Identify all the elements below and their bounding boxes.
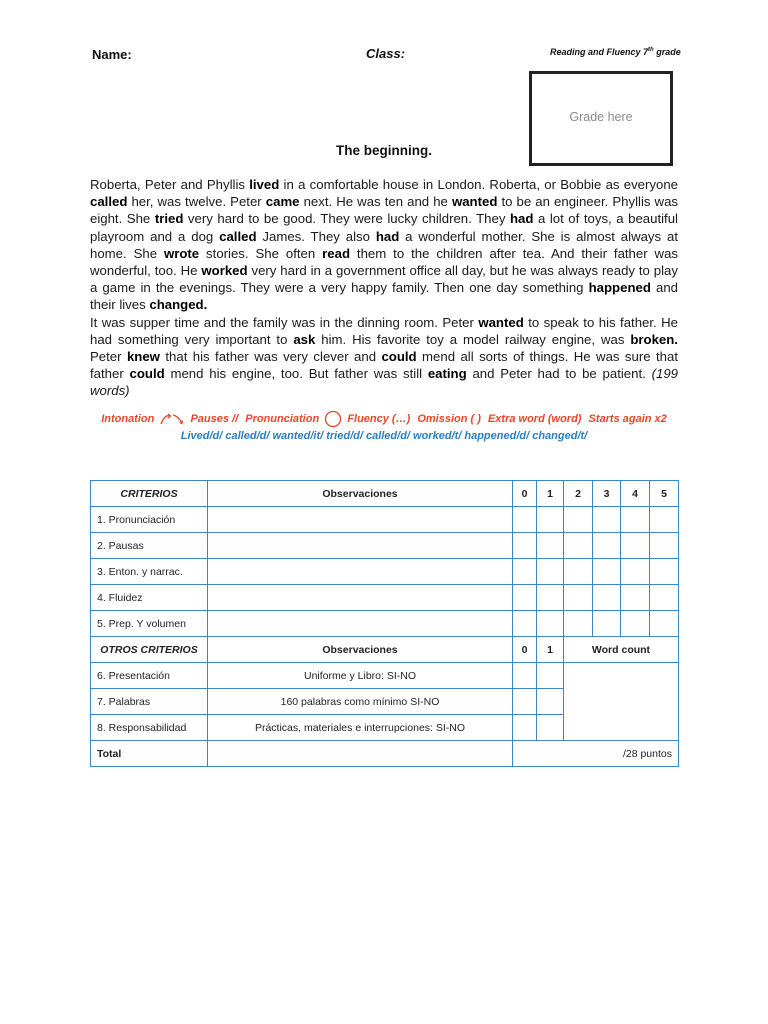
bold-verb: called: [90, 194, 128, 210]
score-cell[interactable]: [537, 663, 564, 689]
passage-text: next. He was ten and he: [299, 194, 452, 210]
reading-passage: [90, 176, 678, 400]
score-cell[interactable]: [537, 533, 564, 559]
passage-text: and Peter had to be patient.: [466, 366, 652, 382]
score-cell[interactable]: [537, 559, 564, 585]
criterion-label: 2. Pausas: [91, 533, 208, 559]
score-cell[interactable]: [621, 533, 650, 559]
passage-text: to speak to his father. He had something very important to: [90, 314, 678, 347]
score-cell[interactable]: [593, 507, 621, 533]
score-cell[interactable]: [513, 689, 537, 715]
criteria-row: [91, 533, 679, 559]
course-label: [550, 47, 681, 57]
marking-legend: [0, 410, 768, 428]
bold-verb: could: [381, 349, 417, 365]
bold-verb: wanted: [451, 194, 498, 210]
criteria-row: [91, 507, 679, 533]
score-cell[interactable]: [513, 663, 537, 689]
bold-verb: could: [129, 366, 165, 382]
bold-verb: broken.: [630, 331, 678, 347]
score-cell[interactable]: [537, 611, 564, 637]
criterion-label: 8. Responsabilidad: [91, 715, 208, 741]
score-cell[interactable]: [650, 611, 679, 637]
criterion-label: 3. Enton. y narrac.: [91, 559, 208, 585]
passage-text: him. His favorite toy a model railway engine, was: [315, 331, 631, 347]
rubric-table: [90, 480, 679, 767]
criterion-label: 7. Palabras: [91, 689, 208, 715]
criterion-label: 5. Prep. Y volumen: [91, 611, 208, 637]
score-cell[interactable]: [621, 585, 650, 611]
score-cell[interactable]: [564, 507, 593, 533]
legend-extra-word: Extra word (word): [487, 412, 582, 425]
grade-placeholder: Grade here: [569, 110, 633, 124]
observation-text: 160 palabras como mínimo SI-NO: [208, 689, 513, 715]
bold-verb: ask: [293, 331, 316, 347]
bold-verb: knew: [126, 349, 160, 365]
score-cell[interactable]: [513, 585, 537, 611]
passage-title: The beginning.: [336, 143, 432, 158]
name-label: Name:: [92, 47, 132, 62]
passage-text: James. They also: [256, 228, 376, 244]
passage-text: mend all sorts of things. He was sure that father: [90, 349, 679, 382]
course-sup: th: [648, 47, 654, 53]
score-cell[interactable]: [621, 611, 650, 637]
observation-cell[interactable]: [208, 533, 513, 559]
word-count-note: (199 words): [90, 366, 678, 399]
score-header: 1: [537, 637, 564, 663]
rubric-header-row: [91, 481, 679, 507]
course-text: Reading and Fluency 7: [550, 47, 649, 57]
legend-intonation: Intonation: [101, 412, 155, 425]
past-tense-endings: Lived/d/ called/d/ wanted/it/ tried/d/ called/d/ worked/t/ happened/d/ changed/t/: [180, 430, 588, 442]
observation-cell[interactable]: [208, 611, 513, 637]
criterion-label: 1. Pronunciación: [91, 507, 208, 533]
score-cell[interactable]: [513, 715, 537, 741]
score-cell[interactable]: [537, 715, 564, 741]
intonation-arrows-icon: [159, 412, 185, 426]
bold-verb: had: [375, 228, 400, 244]
legend-starts-again: Starts again x2: [588, 412, 667, 425]
passage-text: that his father was very clever and: [159, 349, 382, 365]
course-suffix: grade: [653, 47, 681, 57]
total-row: [91, 741, 679, 767]
observation-cell[interactable]: [208, 559, 513, 585]
pronunciation-circle-icon: [324, 410, 342, 428]
observation-text: Uniforme y Libro: SI-NO: [208, 663, 513, 689]
legend-fluency: Fluency (…): [347, 412, 411, 425]
legend-omission: Omission ( ): [417, 412, 481, 425]
bold-verb: eating: [427, 366, 467, 382]
class-label: Class:: [366, 46, 406, 61]
observaciones-header: Observaciones: [208, 481, 513, 507]
passage-text: mend his engine, too. But father was still: [164, 366, 428, 382]
passage-text: very hard in a government office all day, but he was always ready to play a game in the evenings. They were a very happy family. Then one day something: [90, 263, 678, 296]
observation-cell[interactable]: [208, 507, 513, 533]
passage-text: to be an engineer. Phyllis was eight. She: [90, 194, 678, 227]
score-header: 2: [564, 481, 593, 507]
score-cell[interactable]: [593, 585, 621, 611]
passage-text: stories. She often: [199, 245, 323, 261]
passage-text: them to the children after tea. And their father was wonderful, too. He: [90, 245, 678, 279]
score-cell[interactable]: [537, 689, 564, 715]
score-cell[interactable]: [537, 585, 564, 611]
score-cell[interactable]: [593, 533, 621, 559]
word-count-cell[interactable]: [564, 663, 679, 741]
passage-text: very hard to be good. They were lucky children. They: [183, 211, 510, 227]
score-header: 5: [650, 481, 679, 507]
criterion-label: 4. Fluidez: [91, 585, 208, 611]
score-cell[interactable]: [513, 611, 537, 637]
criteria-row: [91, 611, 679, 637]
score-cell[interactable]: [564, 559, 593, 585]
score-cell[interactable]: [513, 559, 537, 585]
passage-text: Roberta, Peter and Phyllis: [90, 177, 250, 192]
score-cell[interactable]: [593, 559, 621, 585]
bold-verb: happened: [588, 280, 651, 296]
score-cell[interactable]: [621, 507, 650, 533]
bold-verb: had: [509, 211, 534, 227]
observaciones-header: Observaciones: [208, 637, 513, 663]
bold-verb: worked: [201, 263, 248, 279]
rubric-header-row-2: [91, 637, 679, 663]
otros-criterios-header: OTROS CRITERIOS: [91, 637, 208, 663]
score-cell[interactable]: [650, 533, 679, 559]
criteria-row: [91, 585, 679, 611]
score-header: 3: [593, 481, 621, 507]
score-cell[interactable]: [564, 611, 593, 637]
bold-verb: wanted: [478, 314, 524, 330]
score-cell[interactable]: [513, 507, 537, 533]
score-header: 0: [513, 637, 537, 663]
score-cell[interactable]: [564, 533, 593, 559]
bold-verb: wrote: [163, 245, 200, 261]
observation-text: Prácticas, materiales e interrupciones: SI-NO: [208, 715, 513, 741]
score-header: 1: [537, 481, 564, 507]
total-points: /28 puntos: [513, 741, 679, 767]
score-cell[interactable]: [621, 559, 650, 585]
bold-verb: came: [265, 194, 300, 210]
score-cell[interactable]: [593, 611, 621, 637]
score-cell[interactable]: [650, 507, 679, 533]
passage-text: a lot of toys, a beautiful playroom and a dog: [90, 211, 678, 244]
score-cell[interactable]: [537, 507, 564, 533]
total-blank-cell[interactable]: [208, 741, 513, 767]
passage-text: her, was twelve. Peter: [127, 194, 266, 210]
score-header: 0: [513, 481, 537, 507]
passage-text: It was supper time and the family was in the dinning room. Peter: [90, 314, 479, 330]
criterion-label: 6. Presentación: [91, 663, 208, 689]
score-cell[interactable]: [650, 559, 679, 585]
observation-cell[interactable]: [208, 585, 513, 611]
bold-verb: read: [322, 245, 350, 261]
passage-text: and their lives: [90, 280, 678, 313]
other-criteria-row: [91, 663, 679, 689]
criteria-row: [91, 559, 679, 585]
bold-verb: changed.: [149, 297, 208, 313]
total-label: Total: [91, 741, 208, 767]
score-cell[interactable]: [650, 585, 679, 611]
bold-verb: called: [219, 228, 257, 244]
word-count-header: Word count: [564, 637, 679, 663]
criterios-header: CRITERIOS: [91, 481, 208, 507]
bold-verb: tried: [154, 211, 184, 227]
passage-text: Peter: [90, 349, 127, 365]
legend-pauses: Pauses //: [190, 412, 239, 425]
score-cell[interactable]: [564, 585, 593, 611]
score-header: 4: [621, 481, 650, 507]
passage-text: in a comfortable house in London. Roberta, or Bobbie as everyone: [279, 177, 678, 192]
score-cell[interactable]: [513, 533, 537, 559]
bold-verb: lived: [249, 177, 280, 192]
passage-text: a wonderful mother. She is almost always at home. She: [90, 228, 679, 261]
legend-pronunciation: Pronunciation: [245, 412, 320, 425]
